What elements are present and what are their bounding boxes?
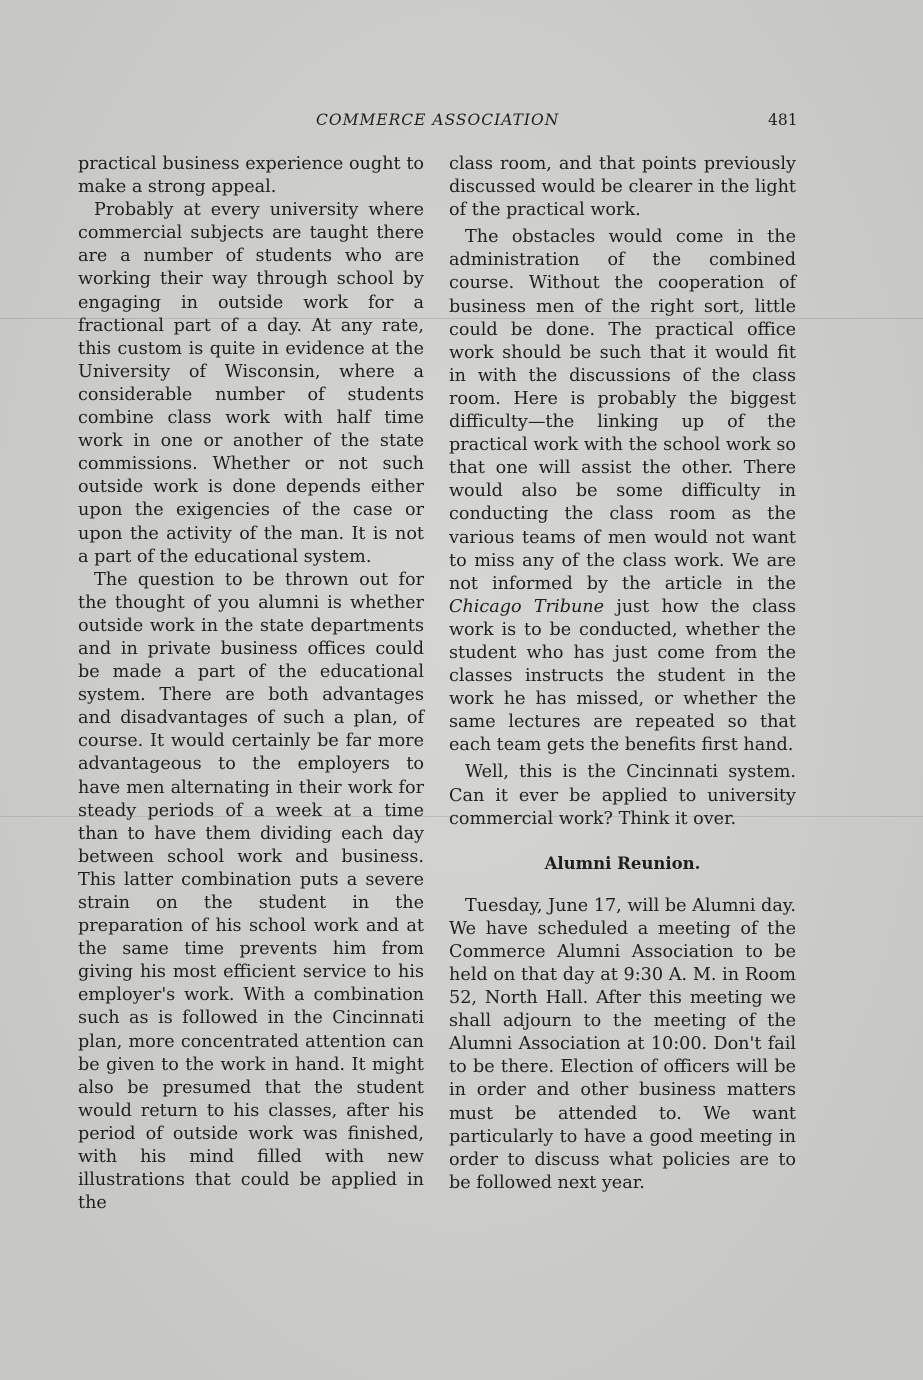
- paragraph-text: The obstacles would come in the administration of the combined course. Without the cooperation of business men of the right sort, little could be done. The practical office work should be such that it would fit in with the discussions of the class room. Here is probably the biggest difficulty—the linking up of the practical work with the school work so that one will assist the other. There would also be some difficulty in conducting the class room as the various teams of men would not want to miss any of the class work. We are not informed by the article in the: [449, 227, 796, 594]
- paragraph-text: just how the class work is to be conducted, whether the student who has just come from the classes instructs the student in the work he has missed, or whether the same lectures are repeated so that each team gets the benefits first hand.: [449, 596, 796, 756]
- right-column: [449, 153, 796, 1195]
- paragraph: Tuesday, June 17, will be Alumni day. We have scheduled a meeting of the Commerce Alumni Association to be held on that day at 9:30 A. M. in Room 52, North Hall. After this meeting we shall adjourn to the meeting of the Alumni Association at 10:00. Don't fail to be there. Election of officers will be in order and other business matters must be attended to. We want particularly to have a good meeting in order to discuss what policies are to be followed next year.: [449, 895, 796, 1193]
- paragraph: class room, and that points previously discussed would be clearer in the light of the practical work.: [449, 154, 796, 221]
- section-title: Alumni Reunion.: [544, 853, 701, 873]
- left-column: [78, 153, 424, 1215]
- paragraph: [449, 226, 796, 757]
- page-header: [0, 111, 923, 133]
- running-head: COMMERCE ASSOCIATION: [316, 111, 560, 129]
- paragraph: Probably at every university where commercial subjects are taught there are a number of students who are working their way through school by engaging in outside work for a fractional part of a day. At any rate, this custom is quite in evidence at the University of Wisconsin, where a considerable number of students combine class work with half time work in one or another of the state commissions. Whether or not such outside work is done depends either upon the exigencies of the case or upon the activity of the man. It is not a part of the educational system.: [78, 200, 424, 567]
- paragraph: Well, this is the Cincinnati system. Can it ever be applied to university commercial work? Think it over.: [449, 762, 796, 829]
- paragraph: practical business experience ought to make a strong appeal.: [78, 154, 424, 198]
- newspaper-title: Chicago Tribune: [449, 596, 605, 617]
- paragraph: The question to be thrown out for the thought of you alumni is whether outside work in the state departments and in private business offices could be made a part of the educational system. There are both advantages and disadvantages of such a plan, of course. It would certainly be far more advantageous to the employers to have men alternating in their work for steady periods of a week at a time than to have them dividing each day between school work and business. This latter combination puts a severe strain on the student in the preparation of his school work and at the same time prevents him from giving his most efficient service to his employer's work. With a combination such as is followed in the Cincinnati plan, more concentrated attention can be given to the work in hand. It might also be presumed that the student would return to his classes, after his period of outside work was finished, with his mind filled with new illustrations that could be applied in the: [78, 569, 424, 1214]
- page-number: 481: [768, 111, 798, 129]
